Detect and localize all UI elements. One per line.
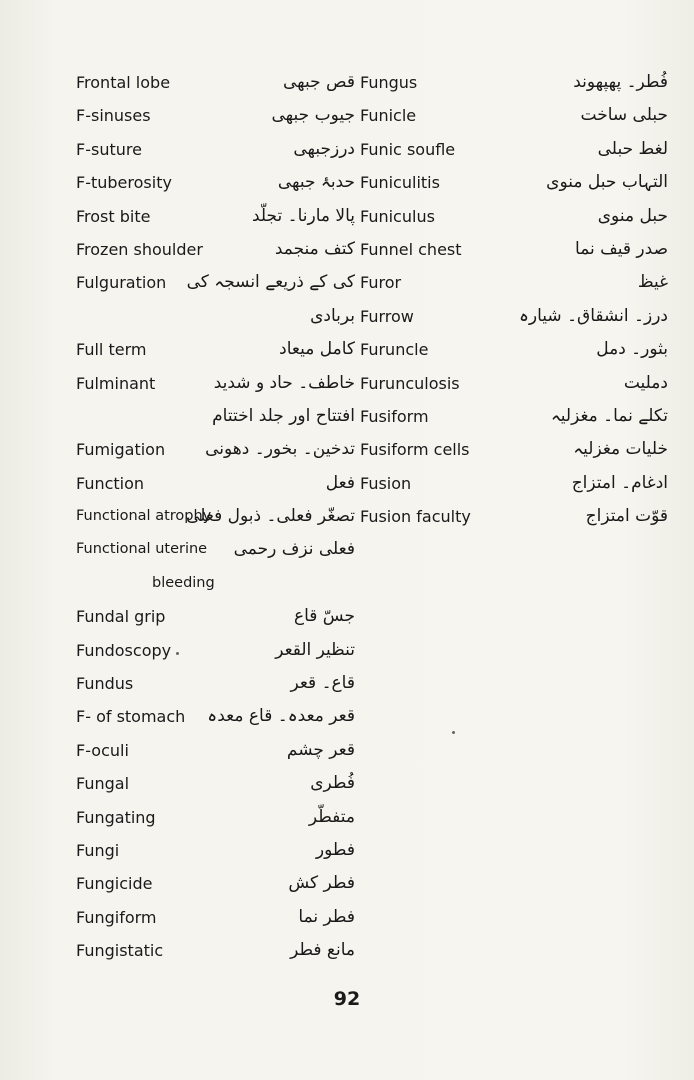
- english-term: Furor: [360, 273, 402, 293]
- urdu-term: لغط حبلی: [597, 138, 668, 159]
- entry-row: [356, 166, 676, 199]
- urdu-term: قوّت امتزاج: [585, 506, 668, 527]
- english-term: Funicle: [360, 106, 417, 126]
- urdu-term: فطور: [315, 839, 355, 860]
- page-number: 92: [333, 988, 361, 1010]
- english-term: Furunculosis: [360, 373, 460, 393]
- entry-row: [70, 233, 355, 266]
- english-term: Fulminant: [76, 373, 156, 393]
- entry-row: [70, 667, 355, 700]
- scan-speck: [452, 731, 455, 734]
- entry-row: [356, 200, 676, 233]
- english-term: F- of stomach: [76, 707, 186, 727]
- urdu-term: فطر کش: [288, 873, 355, 894]
- urdu-term: مانع فطر: [290, 940, 355, 961]
- urdu-term: متفطّر: [308, 806, 355, 827]
- english-term: Fundoscopy: [76, 640, 172, 660]
- english-term: Fusiform: [360, 406, 429, 426]
- entry-row: [70, 934, 355, 967]
- entry-row: [356, 266, 676, 299]
- scan-speck: [176, 652, 179, 655]
- urdu-term: فعل: [325, 472, 355, 493]
- urdu-term: درز۔ انشقاق۔ شیارہ: [518, 305, 668, 326]
- entry-row: [356, 333, 676, 366]
- entry-row: [70, 300, 355, 333]
- entry-row: [70, 367, 355, 400]
- english-term: Fungal: [76, 774, 130, 794]
- english-term: Fungus: [360, 73, 418, 92]
- entry-row: [70, 500, 355, 533]
- entry-row: [70, 767, 355, 800]
- urdu-term: تکلے نما۔ مغزلیہ: [550, 405, 668, 426]
- urdu-term: فُطری: [310, 773, 355, 794]
- urdu-term: خلیات مغزلیہ: [573, 439, 668, 460]
- entry-row: [356, 99, 676, 132]
- entry-row: [70, 634, 355, 667]
- entry-row: [70, 801, 355, 834]
- entry-row: [70, 333, 355, 366]
- urdu-term: صدر قیف نما: [575, 238, 668, 259]
- urdu-term: التہاب حبل منوی: [546, 172, 668, 193]
- urdu-term: درزجبھی: [293, 138, 355, 159]
- urdu-term: قص جبھی: [282, 72, 355, 92]
- urdu-term: فُطر۔ پھپھوند: [573, 72, 668, 92]
- entry-row: [70, 200, 355, 233]
- urdu-term: حبلی ساخت: [580, 105, 668, 126]
- entry-row: [70, 166, 355, 199]
- entry-row: [70, 66, 355, 99]
- urdu-term: قعر چشم: [286, 739, 355, 760]
- english-term: Fundal grip: [76, 607, 166, 627]
- urdu-term: تصغّر فعلی۔ ذبول فعلی: [186, 506, 355, 527]
- english-term: Frost bite: [76, 206, 151, 226]
- urdu-term: جسّ قاع: [293, 606, 355, 627]
- entry-row: [356, 300, 676, 333]
- urdu-term: خاطف۔ حاد و شدید: [213, 372, 355, 393]
- entry-row: [356, 400, 676, 433]
- english-term: Frontal lobe: [76, 73, 171, 92]
- entry-row: [70, 400, 355, 433]
- english-term: Functional atrophy: [76, 508, 212, 525]
- english-term: Fusion faculty: [360, 507, 471, 527]
- english-term: Function: [76, 473, 145, 493]
- urdu-term: بثور۔ دمل: [596, 339, 668, 360]
- english-term: Fungating: [76, 807, 156, 827]
- urdu-term: حبل منوی: [597, 205, 668, 226]
- entry-row: [356, 66, 676, 99]
- entry-row: [356, 367, 676, 400]
- entry-row: [70, 266, 355, 299]
- urdu-term: فطر نما: [298, 906, 355, 927]
- urdu-term: قاع۔ قعر: [290, 673, 355, 694]
- english-term: Frozen shoulder: [76, 239, 203, 259]
- english-term: Furrow: [360, 306, 414, 326]
- entry-row: [70, 600, 355, 633]
- urdu-term: تنظیر القعر: [275, 639, 355, 660]
- english-term: Furuncle: [360, 340, 429, 360]
- english-term: Fungistatic: [76, 941, 164, 961]
- urdu-term: دملیت: [623, 372, 668, 393]
- entry-row: [356, 467, 676, 500]
- urdu-term: افتتاح اور جلد اختتام: [212, 405, 355, 426]
- urdu-term: حدبۂ جبھی: [277, 172, 355, 193]
- urdu-term: پالا مارنا۔ تجلّد: [251, 205, 355, 226]
- english-term: Funic soufle: [360, 139, 456, 159]
- entry-row: [356, 133, 676, 166]
- english-term: Functional uterine: [76, 541, 208, 558]
- entry-row: [356, 433, 676, 466]
- english-term: Fulguration: [76, 273, 167, 293]
- urdu-term: کامل میعاد: [279, 339, 355, 360]
- english-term: Fumigation: [76, 440, 166, 460]
- english-term: Full term: [76, 340, 147, 360]
- urdu-term: کی کے ذریعے انسجہ کی: [186, 272, 355, 293]
- english-term: Fusion: [360, 473, 412, 493]
- english-term: Fungicide: [76, 874, 153, 894]
- urdu-term: جیوب جبھی: [271, 105, 355, 126]
- urdu-term: قعر معدہ۔ قاع معدہ: [207, 706, 355, 727]
- english-term: Funiculus: [360, 206, 435, 226]
- entry-row: [70, 834, 355, 867]
- entry-row: [70, 533, 355, 566]
- english-term: Funnel chest: [360, 239, 462, 259]
- english-term: Fungiform: [76, 907, 157, 927]
- english-term: Fundus: [76, 674, 134, 694]
- right-column: [356, 66, 676, 533]
- urdu-term: تدخین۔ بخور۔ دھونی: [205, 439, 355, 460]
- entry-row: [70, 467, 355, 500]
- left-column: [70, 66, 355, 968]
- urdu-term: ادغام۔ امتزاج: [571, 472, 668, 493]
- urdu-term: بربادی: [310, 305, 355, 326]
- entry-row: [70, 133, 355, 166]
- entry-row: [70, 734, 355, 767]
- entry-row: [70, 99, 355, 132]
- urdu-term: غیظ: [637, 272, 668, 293]
- english-term: F-suture: [76, 139, 142, 159]
- entry-row: [70, 433, 355, 466]
- english-term: Fungi: [76, 840, 120, 860]
- english-term: Funiculitis: [360, 173, 440, 193]
- entry-row: [70, 567, 355, 600]
- entry-row: [356, 233, 676, 266]
- entry-row: [70, 700, 355, 733]
- english-term: F-sinuses: [76, 106, 151, 126]
- urdu-term: فعلی نزف رحمی: [233, 539, 355, 560]
- english-term: F-tuberosity: [76, 173, 172, 193]
- english-term: F-oculi: [76, 740, 129, 760]
- english-term-continuation: bleeding: [152, 574, 215, 591]
- entry-row: [70, 867, 355, 900]
- entry-row: [70, 901, 355, 934]
- entry-row: [356, 500, 676, 533]
- english-term: Fusiform cells: [360, 440, 470, 460]
- urdu-term: کتف منجمد: [274, 238, 355, 259]
